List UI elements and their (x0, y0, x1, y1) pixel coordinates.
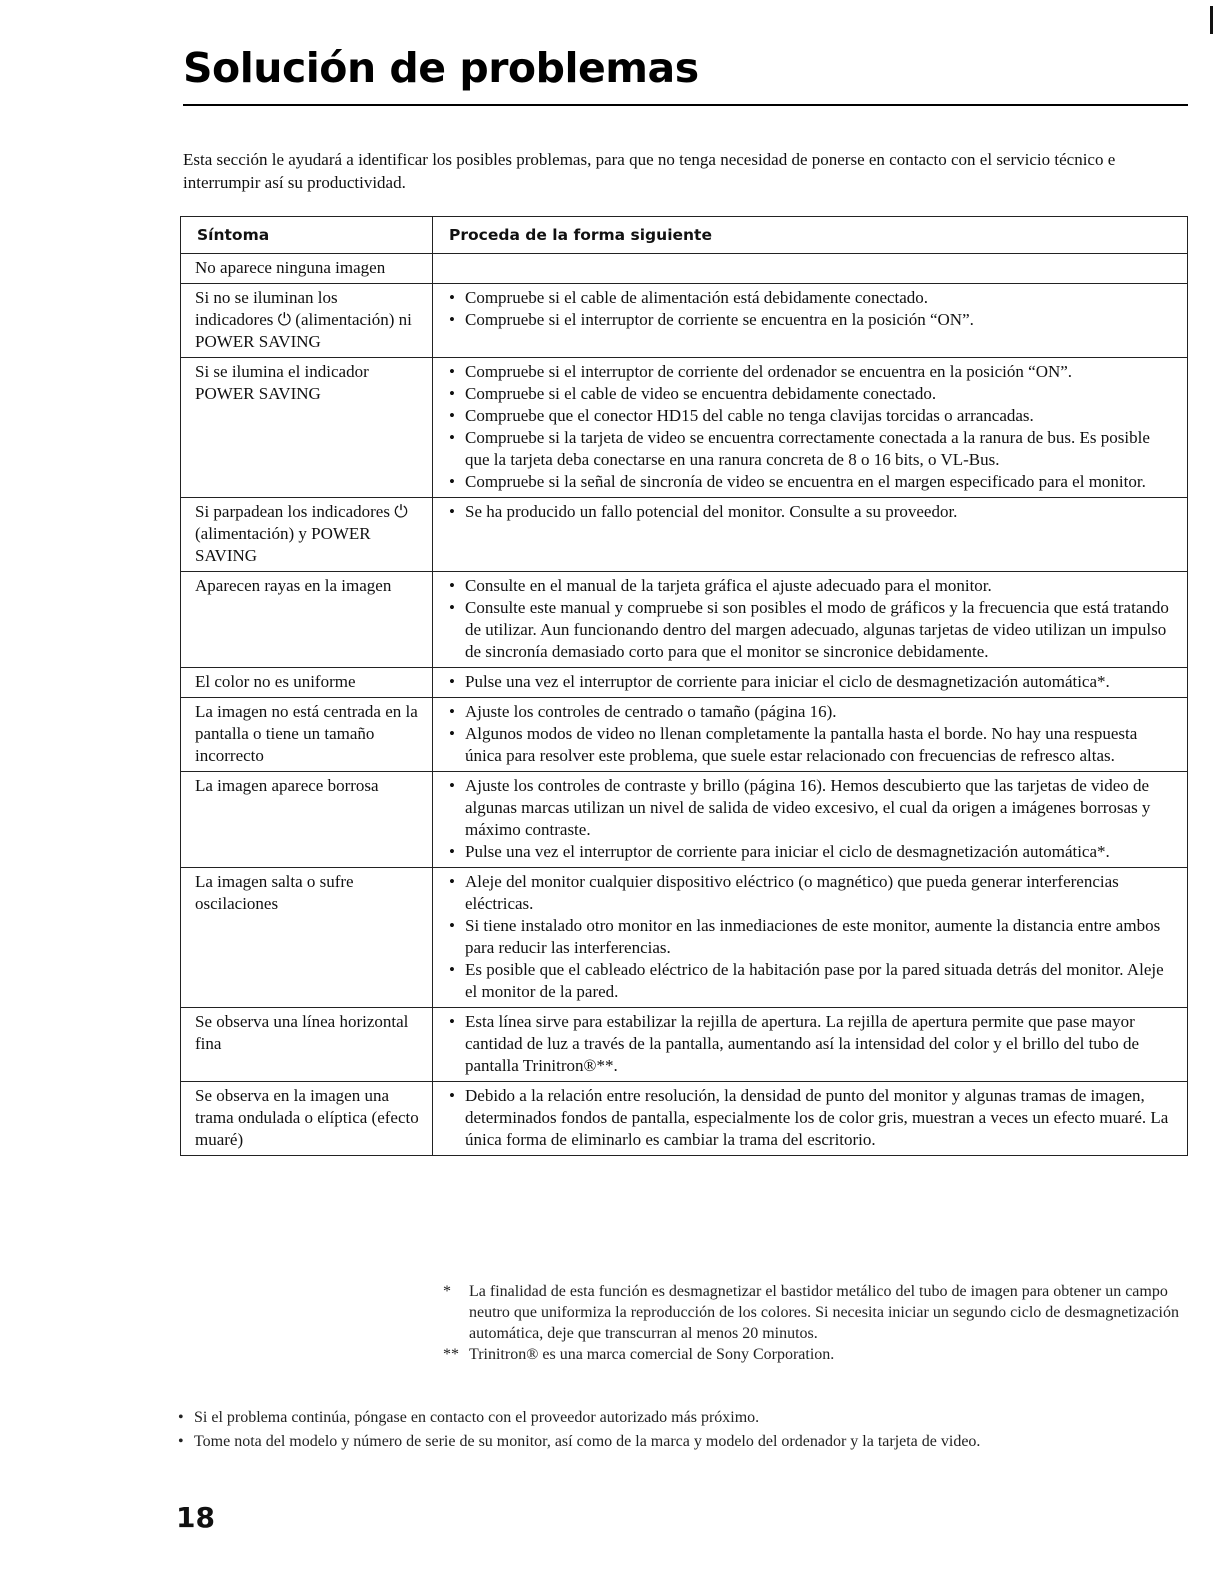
table-row (181, 868, 1188, 1008)
action-item: • Esta línea sirve para estabilizar la rejilla de apertura. La rejilla de apertura permite que pase mayor cantidad de luz a través de la pantalla, aumentando así la intensidad del color y el brillo del tubo de pantalla Trinitron®**. (447, 1011, 1175, 1077)
footnote (443, 1344, 1183, 1365)
action-item: • Algunos modos de video no llenan completamente la pantalla hasta el borde. No hay una respuesta única para resolver este problema, que suele estar relacionado con frecuencias de refresco altas. (447, 723, 1175, 767)
action-item: • Compruebe que el conector HD15 del cable no tenga clavijas torcidas o arrancadas. (447, 405, 1175, 427)
table-row (181, 572, 1188, 668)
action-list (447, 701, 1175, 767)
footnote-text: La finalidad de esta función es desmagnetizar el bastidor metálico del tubo de imagen para obtener un campo neutro que uniformiza la reproducción de los colores. Si necesita iniciar un segundo ciclo de desmagnetización automática, deje que transcurran al menos 20 minutos. (469, 1283, 1179, 1342)
action-list (447, 287, 1175, 331)
action-cell (433, 1008, 1188, 1082)
action-cell (433, 868, 1188, 1008)
table-row (181, 284, 1188, 358)
action-item: • Compruebe si el interruptor de corriente del ordenador se encuentra en la posición “ON”. (447, 361, 1175, 383)
title-rule (183, 104, 1188, 106)
symptom-cell: Aparecen rayas en la imagen (181, 572, 433, 668)
symptom-cell: Si no se iluminan los indicadores ⏻ (alimentación) ni POWER SAVING (181, 284, 433, 358)
troubleshooting-table (180, 216, 1188, 1156)
action-cell (433, 772, 1188, 868)
action-item: • Compruebe si la tarjeta de video se encuentra correctamente conectada a la ranura de bus. Es posible que la tarjeta deba conectarse en una ranura concreta de 8 o 16 bits, o VL-Bus. (447, 427, 1175, 471)
closing-notes (176, 1406, 1186, 1454)
table-row (181, 1008, 1188, 1082)
action-list (447, 575, 1175, 663)
action-cell (433, 698, 1188, 772)
symptom-cell: El color no es uniforme (181, 668, 433, 698)
action-item: • Pulse una vez el interruptor de corriente para iniciar el ciclo de desmagnetización automática*. (447, 671, 1175, 693)
table-row (181, 254, 1188, 284)
action-item: • Pulse una vez el interruptor de corriente para iniciar el ciclo de desmagnetización automática*. (447, 841, 1175, 863)
symptom-cell: No aparece ninguna imagen (181, 254, 433, 284)
action-list (447, 871, 1175, 1003)
table-header-row (181, 217, 1188, 254)
table-body (181, 254, 1188, 1156)
symptom-cell: Se observa una línea horizontal fina (181, 1008, 433, 1082)
symptom-cell: La imagen salta o sufre oscilaciones (181, 868, 433, 1008)
crop-mark (1210, 6, 1213, 34)
action-list (447, 671, 1175, 693)
table-row (181, 668, 1188, 698)
action-item: • Debido a la relación entre resolución, la densidad de punto del monitor y algunas tramas de imagen, determinados fondos de pantalla, especialmente los de color gris, muestran a veces un efecto muaré. La única forma de eliminarlo es cambiar la trama del escritorio. (447, 1085, 1175, 1151)
action-item: • Compruebe si la señal de sincronía de video se encuentra en el margen especificado para el monitor. (447, 471, 1175, 493)
action-list (447, 1011, 1175, 1077)
footnotes (443, 1281, 1183, 1365)
action-cell (433, 498, 1188, 572)
footnote-mark: ** (443, 1346, 459, 1363)
action-item: • Aleje del monitor cualquier dispositivo eléctrico (o magnético) que pueda generar interferencias eléctricas. (447, 871, 1175, 915)
table-row (181, 358, 1188, 498)
note-item: • Tome nota del modelo y número de serie de su monitor, así como de la marca y modelo del ordenador y la tarjeta de video. (176, 1430, 1186, 1454)
action-column-header: Proceda de la forma siguiente (433, 217, 1188, 254)
action-list (447, 1085, 1175, 1151)
action-cell (433, 358, 1188, 498)
action-cell (433, 254, 1188, 284)
symptom-cell: Si se ilumina el indicador POWER SAVING (181, 358, 433, 498)
action-item: • Ajuste los controles de centrado o tamaño (página 16). (447, 701, 1175, 723)
action-cell (433, 668, 1188, 698)
footnote-text: Trinitron® es una marca comercial de Sony Corporation. (469, 1346, 835, 1363)
symptom-cell: Si parpadean los indicadores ⏻ (alimentación) y POWER SAVING (181, 498, 433, 572)
action-item: • Consulte este manual y compruebe si son posibles el modo de gráficos y la frecuencia que está tratando de utilizar. Aun funcionando dentro del margen adecuado, algunas tarjetas de video utilizan un impulso de sincronía demasiado corto para que el monitor se sincronice debidamente. (447, 597, 1175, 663)
action-list (447, 501, 1175, 523)
action-list (447, 775, 1175, 863)
action-list (447, 361, 1175, 493)
symptom-cell: La imagen no está centrada en la pantalla o tiene un tamaño incorrecto (181, 698, 433, 772)
symptom-cell: La imagen aparece borrosa (181, 772, 433, 868)
action-cell (433, 284, 1188, 358)
action-item: • Compruebe si el interruptor de corriente se encuentra en la posición “ON”. (447, 309, 1175, 331)
symptom-column-header: Síntoma (181, 217, 433, 254)
action-cell (433, 572, 1188, 668)
table-row (181, 698, 1188, 772)
action-item: • Compruebe si el cable de alimentación está debidamente conectado. (447, 287, 1175, 309)
footnote (443, 1281, 1183, 1344)
action-item: • Si tiene instalado otro monitor en las inmediaciones de este monitor, aumente la distancia entre ambos para reducir las interferencias. (447, 915, 1175, 959)
page-title: Solución de problemas (183, 44, 699, 92)
symptom-cell: Se observa en la imagen una trama ondulada o elíptica (efecto muaré) (181, 1082, 433, 1156)
table-row (181, 498, 1188, 572)
action-item: • Se ha producido un fallo potencial del monitor. Consulte a su proveedor. (447, 501, 1175, 523)
page-number: 18 (176, 1501, 215, 1534)
footnote-mark: * (443, 1283, 451, 1300)
action-item: • Consulte en el manual de la tarjeta gráfica el ajuste adecuado para el monitor. (447, 575, 1175, 597)
action-item: • Ajuste los controles de contraste y brillo (página 16). Hemos descubierto que las tarjetas de video de algunas marcas utilizan un nivel de salida de video excesivo, el cual da origen a imágenes borrosas y máximo contraste. (447, 775, 1175, 841)
table-row (181, 772, 1188, 868)
action-item: • Es posible que el cableado eléctrico de la habitación pase por la pared situada detrás del monitor. Aleje el monitor de la pared. (447, 959, 1175, 1003)
action-cell (433, 1082, 1188, 1156)
action-item: • Compruebe si el cable de video se encuentra debidamente conectado. (447, 383, 1175, 405)
table-row (181, 1082, 1188, 1156)
note-item: • Si el problema continúa, póngase en contacto con el proveedor autorizado más próximo. (176, 1406, 1186, 1430)
intro-paragraph: Esta sección le ayudará a identificar los posibles problemas, para que no tenga necesidad de ponerse en contacto con el servicio técnico e interrumpir así su productividad. (183, 150, 1116, 192)
